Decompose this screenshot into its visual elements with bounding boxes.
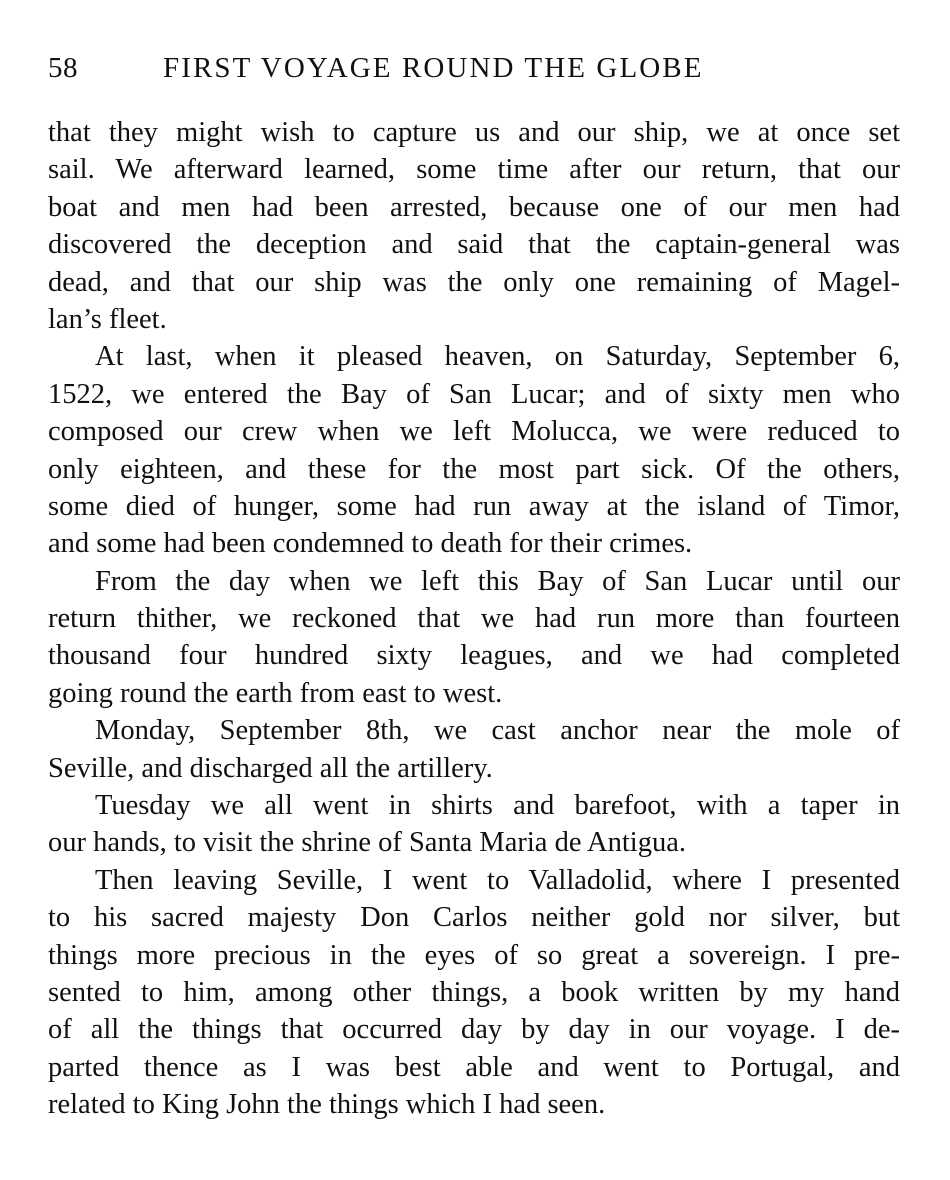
text-line: boat and men had been arrested, because one of our men had <box>48 191 900 223</box>
text-line: parted thence as I was best able and went to Portugal, and <box>48 1051 900 1083</box>
text-line: lan’s fleet. <box>48 303 167 335</box>
text-line: going round the earth from east to west. <box>48 677 503 709</box>
text-line: our hands, to visit the shrine of Santa Maria de Antigua. <box>48 827 686 859</box>
text-line: 1522, we entered the Bay of San Lucar; and of sixty men who <box>48 378 900 410</box>
text-line: return thither, we reckoned that we had run more than fourteen <box>48 603 900 635</box>
text-line: composed our crew when we left Molucca, we were reduced to <box>48 416 900 448</box>
body-text <box>48 114 900 1124</box>
text-line: related to King John the things which I had seen. <box>48 1089 606 1121</box>
running-title: FIRST VOYAGE ROUND THE GLOBE <box>163 52 704 84</box>
text-line: dead, and that our ship was the only one remaining of Magel- <box>48 266 900 298</box>
text-line: Seville, and discharged all the artillery. <box>48 752 493 784</box>
text-line: things more precious in the eyes of so great a sovereign. I pre- <box>48 939 900 971</box>
text-line: discovered the deception and said that the captain-general was <box>48 229 900 261</box>
text-line: sail. We afterward learned, some time after our return, that our <box>48 154 900 186</box>
text-line: Monday, September 8th, we cast anchor near the mole of <box>95 715 900 747</box>
text-line: sented to him, among other things, a book written by my hand <box>48 976 900 1008</box>
text-line: thousand four hundred sixty leagues, and we had completed <box>48 640 900 672</box>
text-line: to his sacred majesty Don Carlos neither gold nor silver, but <box>48 902 900 934</box>
text-line: some died of hunger, some had run away at the island of Timor, <box>48 490 900 522</box>
text-line: Tuesday we all went in shirts and barefoot, with a taper in <box>95 790 900 822</box>
text-line: that they might wish to capture us and our ship, we at once set <box>48 117 900 148</box>
text-line: At last, when it pleased heaven, on Saturday, September 6, <box>95 341 900 373</box>
text-line: only eighteen, and these for the most part sick. Of the others, <box>48 453 900 485</box>
page-number: 58 <box>48 52 78 84</box>
text-line: From the day when we left this Bay of San Lucar until our <box>95 565 900 597</box>
text-line: Then leaving Seville, I went to Valladolid, where I presented <box>95 864 900 896</box>
text-line: and some had been condemned to death for their crimes. <box>48 528 693 560</box>
page-header <box>48 52 898 92</box>
text-line: of all the things that occurred day by day in our voyage. I de- <box>48 1014 900 1046</box>
